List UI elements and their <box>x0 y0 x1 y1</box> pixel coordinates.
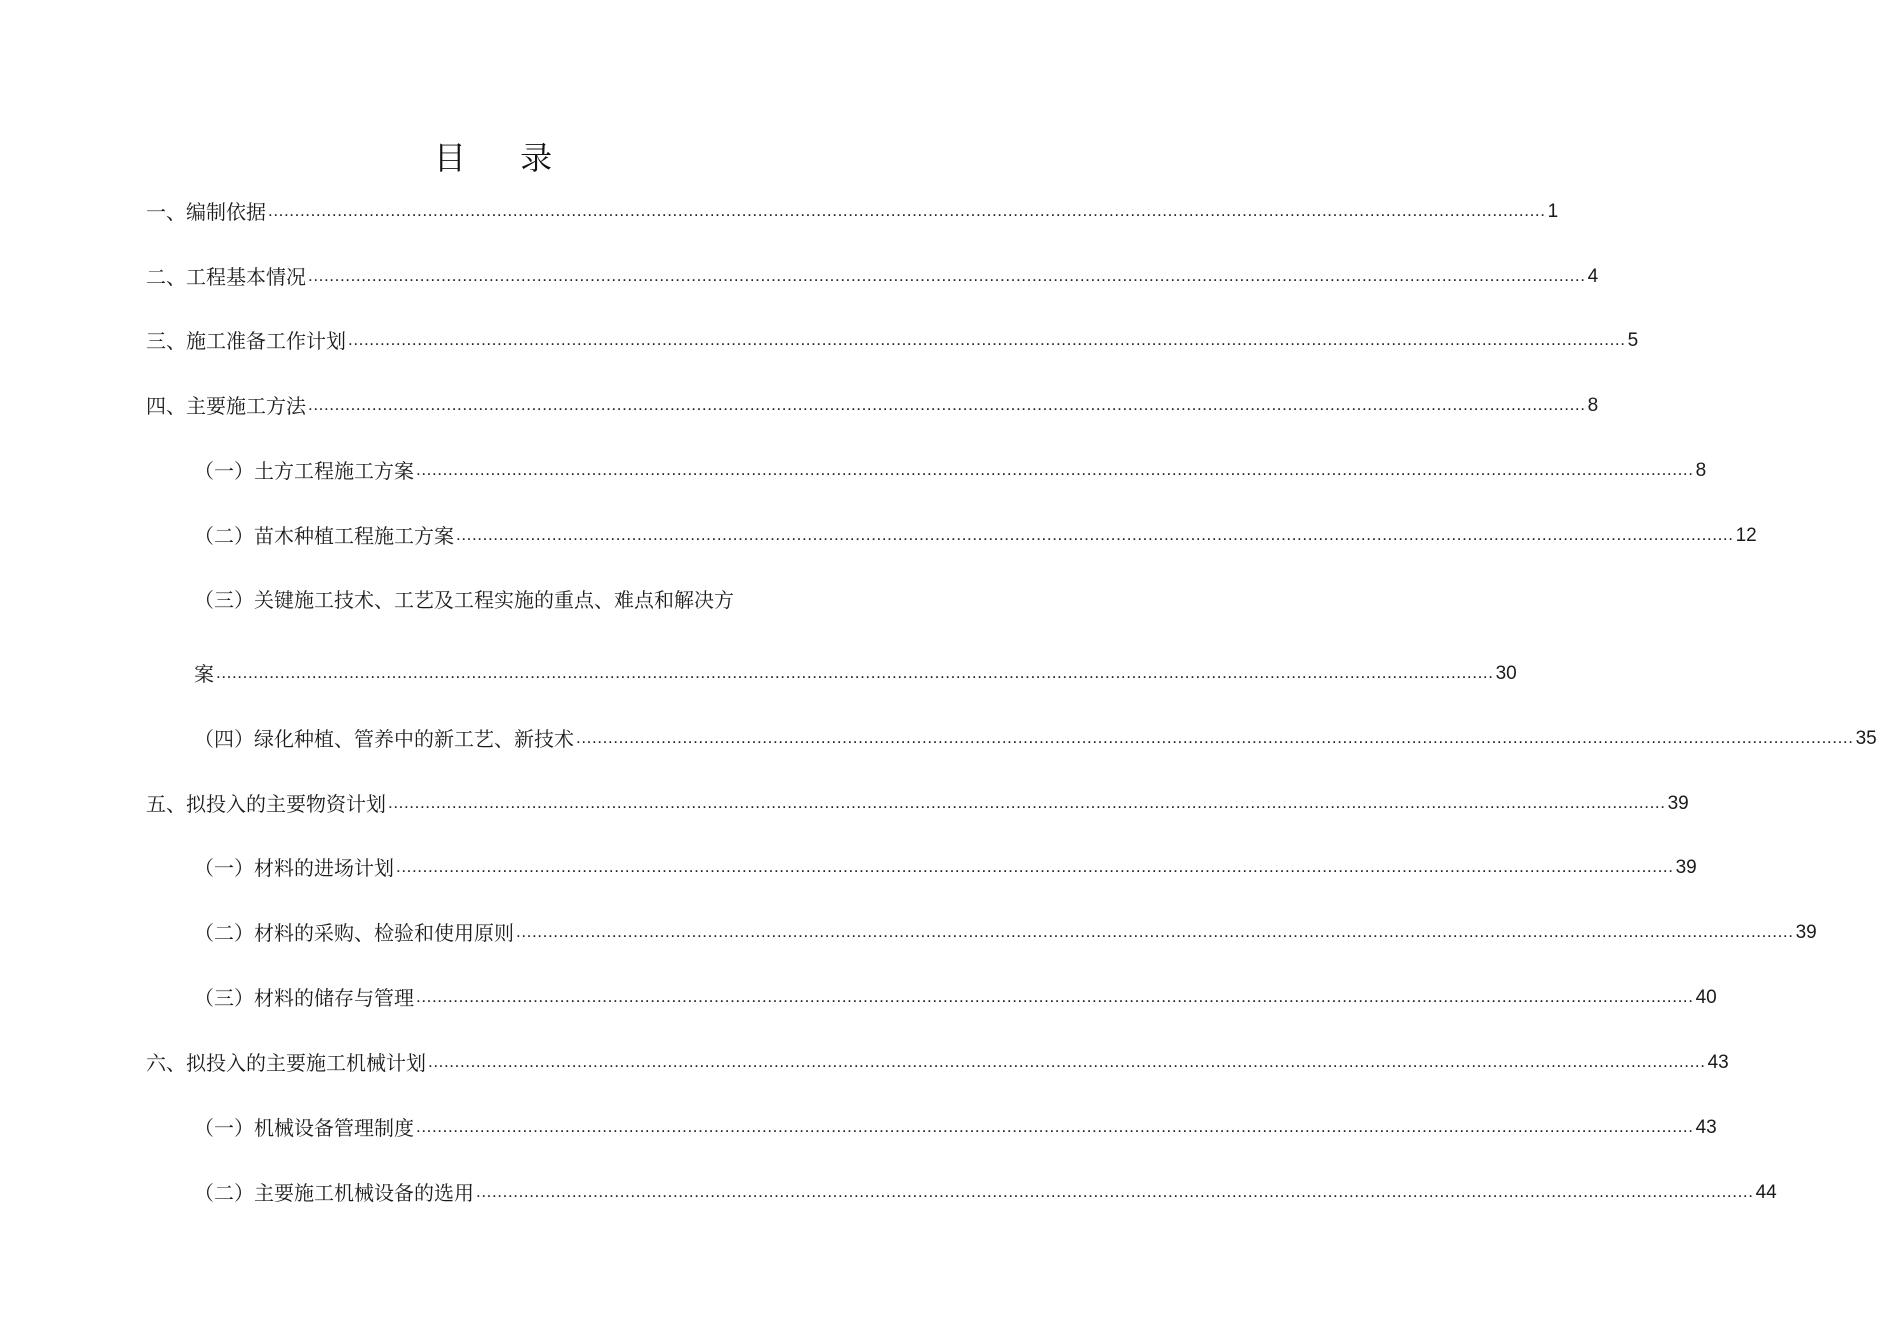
toc-page-number: 43 <box>1695 1117 1717 1138</box>
toc-entry-text: 二、工程基本情况 <box>146 265 306 289</box>
toc-leader-dots: ................................................................................................................................................................................................................................................ <box>428 1052 1706 1071</box>
toc-page-number: 39 <box>1667 793 1689 814</box>
toc-entry-text: （二）材料的采购、检验和使用原则 <box>194 921 514 945</box>
toc-entry[interactable] <box>146 1047 1729 1077</box>
toc-entry-text: 五、拟投入的主要物资计划 <box>146 792 386 816</box>
toc-page-number: 44 <box>1755 1182 1777 1203</box>
toc-page-number: 40 <box>1695 987 1717 1008</box>
toc-leader-dots: ................................................................................................................................................................................................................................................ <box>388 793 1666 812</box>
toc-leader-dots: ................................................................................................................................................................................................................................................ <box>308 266 1586 285</box>
toc-entry-text: 六、拟投入的主要施工机械计划 <box>146 1051 426 1075</box>
toc-page-number: 8 <box>1587 395 1599 416</box>
toc-entry[interactable] <box>194 455 1707 485</box>
toc-leader-dots: ................................................................................................................................................................................................................................................ <box>416 987 1694 1006</box>
toc-entry[interactable] <box>194 1112 1717 1142</box>
toc-page-number: 39 <box>1795 922 1817 943</box>
toc-entry[interactable] <box>194 982 1717 1012</box>
toc-entry[interactable] <box>146 788 1689 818</box>
toc-entry[interactable] <box>146 325 1639 355</box>
toc-entry-text: （一）机械设备管理制度 <box>194 1116 414 1140</box>
toc-leader-dots: ................................................................................................................................................................................................................................................ <box>516 922 1794 941</box>
toc-leader-dots: ................................................................................................................................................................................................................................................ <box>416 1117 1694 1136</box>
toc-leader-dots: ................................................................................................................................................................................................................................................ <box>268 201 1546 220</box>
toc-entry[interactable] <box>146 261 1599 291</box>
toc-entry-text: 一、编制依据 <box>146 200 266 224</box>
toc-entry-text: 三、施工准备工作计划 <box>146 329 346 353</box>
toc-entry-text: 案 <box>194 662 214 686</box>
toc-leader-dots: ................................................................................................................................................................................................................................................ <box>348 330 1626 349</box>
toc-entry-text: （二）主要施工机械设备的选用 <box>194 1181 474 1205</box>
toc-leader-dots: ................................................................................................................................................................................................................................................ <box>476 1182 1754 1201</box>
toc-entry[interactable] <box>146 390 1599 420</box>
toc-entry[interactable] <box>194 1177 1777 1207</box>
toc-page-number: 39 <box>1675 857 1697 878</box>
toc-page-number: 35 <box>1855 728 1877 749</box>
toc-entry-text: （四）绿化种植、管养中的新工艺、新技术 <box>194 727 574 751</box>
toc-leader-dots: ................................................................................................................................................................................................................................................ <box>576 728 1854 747</box>
toc-page-number: 8 <box>1695 460 1707 481</box>
toc-leader-dots: ................................................................................................................................................................................................................................................ <box>396 857 1674 876</box>
toc-page-number: 1 <box>1547 201 1559 222</box>
toc-leader-dots: ................................................................................................................................................................................................................................................ <box>308 395 1586 414</box>
toc-page-number: 4 <box>1587 266 1599 287</box>
toc-entry[interactable] <box>146 196 1559 226</box>
toc-page-number: 12 <box>1735 525 1757 546</box>
toc-page-number: 43 <box>1707 1052 1729 1073</box>
page-title: 目 录 <box>433 139 575 177</box>
toc-entry-text: （一）土方工程施工方案 <box>194 459 414 483</box>
toc-entry[interactable] <box>194 520 1757 550</box>
toc-leader-dots: ................................................................................................................................................................................................................................................ <box>216 663 1494 682</box>
toc-page-number: 5 <box>1627 330 1639 351</box>
toc-entry-text: （三）材料的储存与管理 <box>194 986 414 1010</box>
toc-entry[interactable] <box>194 917 1817 947</box>
toc-leader-dots: ................................................................................................................................................................................................................................................ <box>456 525 1734 544</box>
toc-entry-text: 四、主要施工方法 <box>146 394 306 418</box>
toc-leader-dots: ................................................................................................................................................................................................................................................ <box>416 460 1694 479</box>
toc-entry[interactable] <box>194 658 1517 688</box>
toc-entry[interactable] <box>194 852 1697 882</box>
toc-page-number: 30 <box>1495 663 1517 684</box>
toc-entry-text: （一）材料的进场计划 <box>194 856 394 880</box>
toc-entry[interactable] <box>194 723 1877 753</box>
toc-entry-text: （二）苗木种植工程施工方案 <box>194 524 454 548</box>
toc-entry-wrapped-line[interactable]: （三）关键施工技术、工艺及工程实施的重点、难点和解决方 <box>194 588 734 612</box>
